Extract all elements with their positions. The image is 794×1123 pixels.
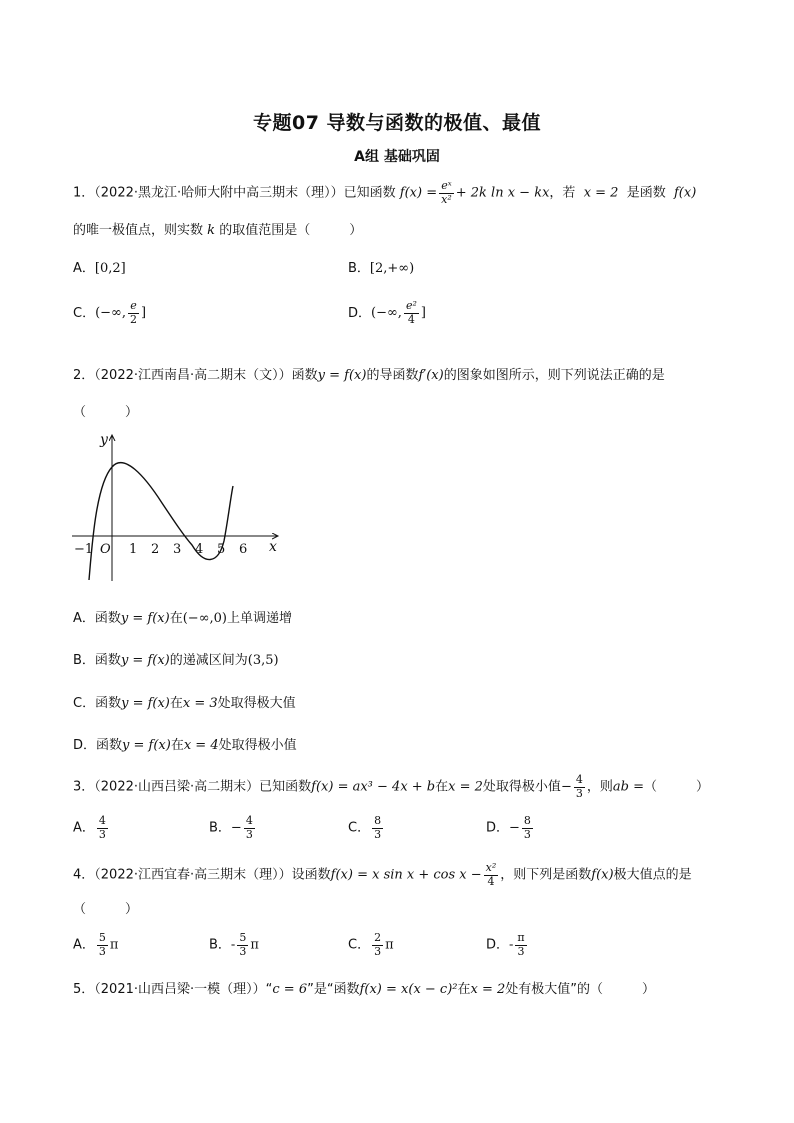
question-1-source: （2022·黑龙江·哈师大附中高三期末（理））	[94, 185, 344, 201]
question-5-source: （2021·山西吕梁·一模（理））	[94, 982, 266, 997]
question-1-option-a[interactable]: A．[0,2]	[73, 261, 126, 276]
question-5-number: 5．	[73, 982, 95, 997]
question-3-option-b[interactable]: B．− $\frac{4}{3}$	[209, 814, 253, 841]
tick-label: 3	[173, 542, 182, 557]
question-2-answer-paren: （ ）	[73, 405, 139, 420]
question-4-option-b[interactable]: B．- $\frac{5}{3}$ π	[209, 931, 259, 958]
question-3-stem: 3．（2022·山西吕梁·高二期末）已知函数f(x) = ax³ − 4x + b在x = 2处取得极小值− $\frac{4}{3}$ ，则ab =（ ）	[73, 773, 709, 800]
question-2-option-c[interactable]: C．函数y = f(x)在x = 3处取得极大值	[73, 696, 296, 711]
question-4-stem: 4．（2022·江西宜春·高三期末（理））设函数f(x) = x sin x + cos x − $\frac{\text{x²}}{4}$ ，则下列是函数f(x)极大值点的是	[73, 861, 692, 888]
question-4-answer-paren: （ ）	[73, 902, 139, 917]
question-1-option-d[interactable]: D．(−∞, $\frac{\text{e²}}{4}$ ]	[348, 299, 426, 326]
tick-label: −1	[74, 542, 94, 557]
fraction: $\frac{\text{eˣ}}{\text{x²}}$	[441, 179, 452, 206]
question-2-number: 2．	[73, 368, 95, 383]
x-axis-label: x	[269, 539, 277, 555]
question-1-option-c[interactable]: C．(−∞, $\frac{e}{2}$ ]	[73, 299, 147, 326]
derivative-graph	[66, 425, 286, 585]
origin-label: O	[100, 542, 111, 557]
question-2-option-b[interactable]: B．函数y = f(x)的递减区间为(3,5)	[73, 653, 279, 668]
question-5-stem: 5．（2021·山西吕梁·一模（理））“c = 6”是“函数f(x) = x(x − c)²在x = 2处有极大值”的（ ）	[73, 982, 656, 997]
question-1-stem: 1．（2022·黑龙江·哈师大附中高三期末（理））已知函数 f(x) = $\frac{\text{eˣ}}{\text{x²}}$ + 2k ln x − kx，若 x = 2 是函数 f(x)	[73, 179, 697, 206]
question-1-number: 1．	[73, 185, 95, 201]
tick-label: 5	[217, 542, 226, 557]
y-axis-label: y	[100, 432, 108, 448]
tick-label: 2	[151, 542, 160, 557]
question-3-option-c[interactable]: C． $\frac{8}{3}$	[348, 814, 382, 841]
question-1-stem-line-2: 的唯一极值点，则实数 k 的取值范围是（ ）	[73, 223, 363, 238]
question-3-option-a[interactable]: A． $\frac{4}{3}$	[73, 814, 106, 841]
tick-label: 4	[195, 542, 204, 557]
question-4-option-d[interactable]: D．- $\frac{\pi}{3}$	[486, 931, 525, 958]
question-3-number: 3．	[73, 779, 95, 795]
question-3-source: （2022·山西吕梁·高二期末）	[94, 779, 260, 795]
tick-label: 6	[239, 542, 248, 557]
derivative-curve	[89, 463, 233, 580]
section-heading: A组 基础巩固	[354, 149, 440, 165]
question-3-option-d[interactable]: D．− $\frac{8}{3}$	[486, 814, 531, 841]
page-title: 专题07 导数与函数的极值、最值	[252, 112, 542, 134]
question-2-option-d[interactable]: D．函数y = f(x)在x = 4处取得极小值	[73, 738, 297, 753]
question-4-number: 4．	[73, 867, 95, 883]
tick-label: 1	[129, 542, 138, 557]
question-2-option-a[interactable]: A．函数y = f(x)在(−∞,0)上单调递增	[73, 611, 293, 626]
question-4-source: （2022·江西宜春·高三期末（理））	[94, 867, 292, 883]
question-2-source: （2022·江西南昌·高二期末（文））	[94, 368, 292, 383]
question-2-stem: 2．（2022·江西南昌·高二期末（文））函数y = f(x)的导函数f′(x)的图象如图所示，则下列说法正确的是	[73, 368, 665, 383]
question-1-option-b[interactable]: B．[2,+∞)	[348, 261, 415, 276]
question-4-option-a[interactable]: A． $\frac{5}{3}$ π	[73, 931, 119, 958]
question-4-option-c[interactable]: C． $\frac{2}{3}$ π	[348, 931, 394, 958]
